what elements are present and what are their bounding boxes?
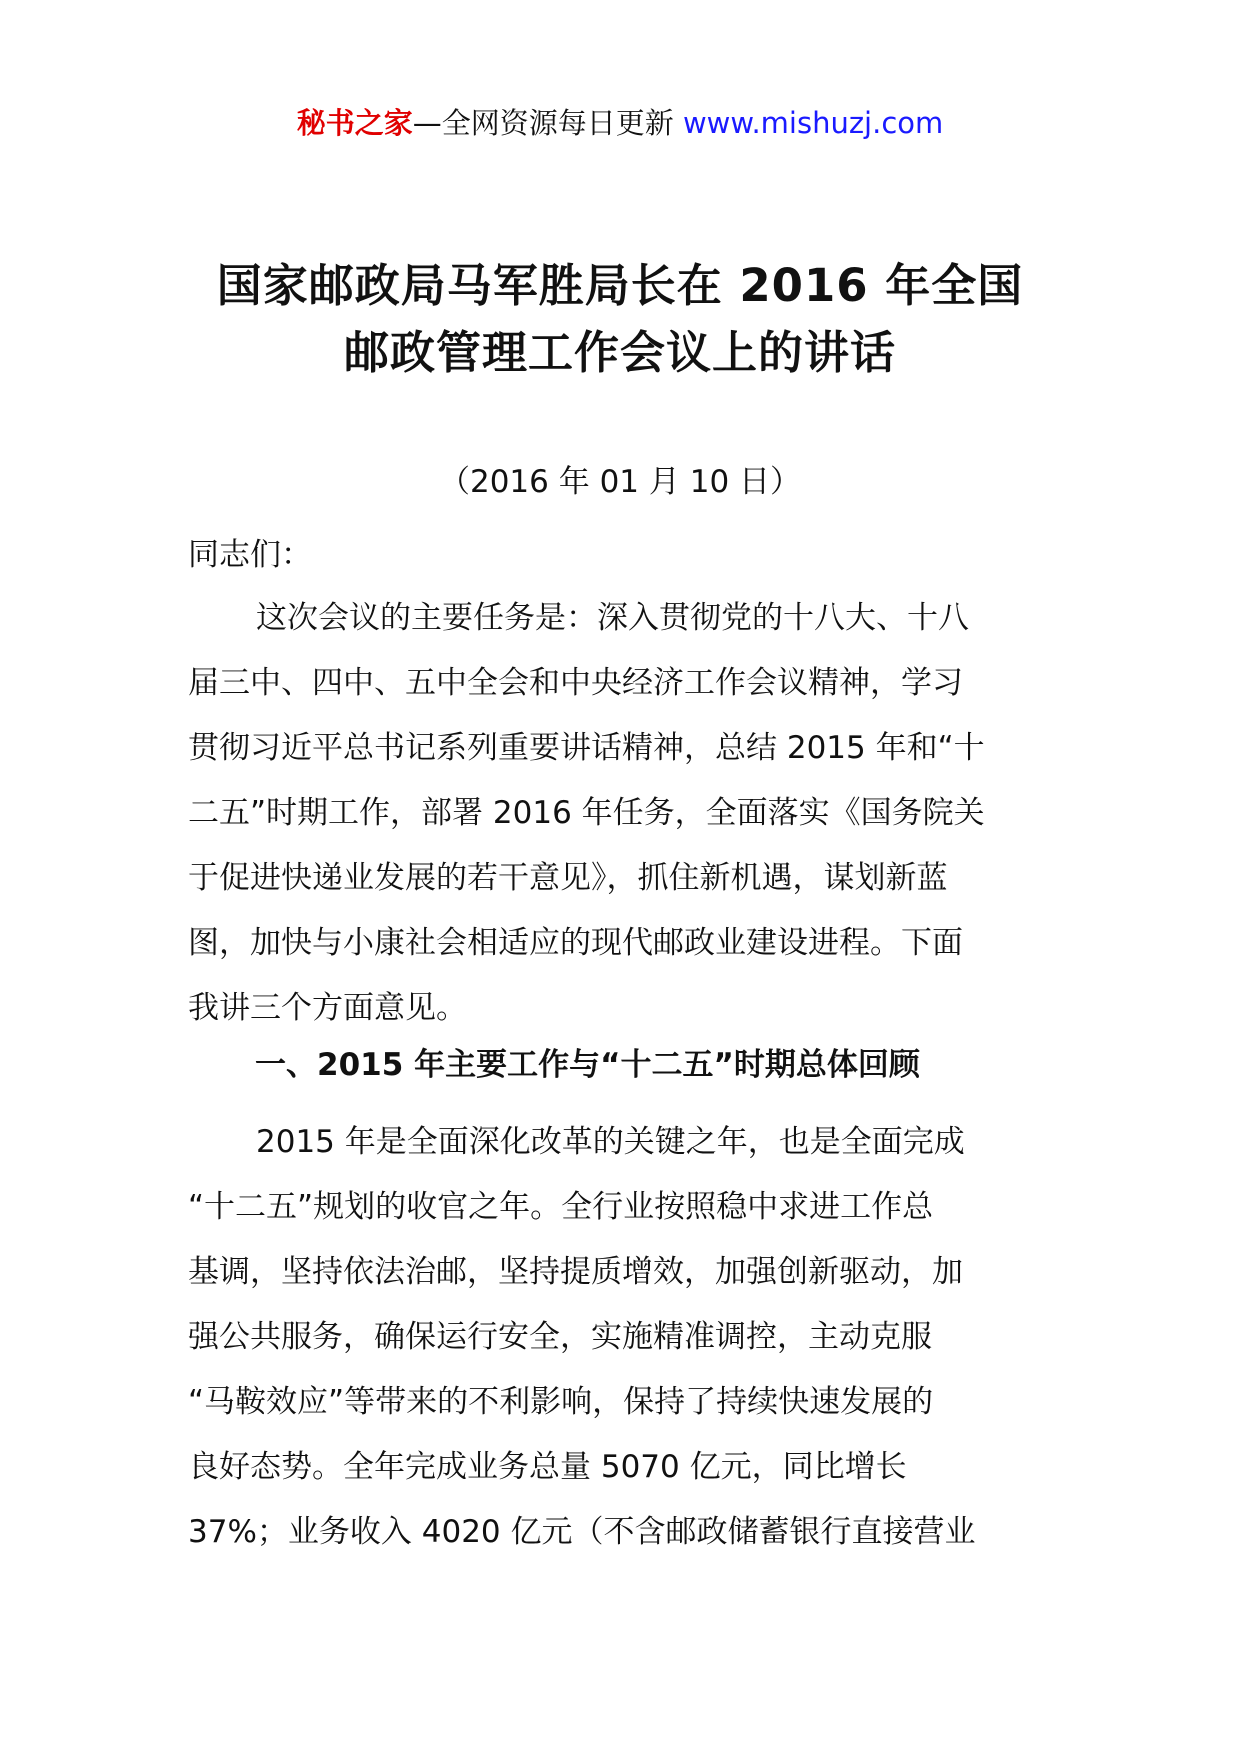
paragraph-intro <box>188 586 1058 1041</box>
paragraph-line: 贯彻习近平总书记系列重要讲话精神，总结 2015 年和“十 <box>188 730 985 766</box>
paragraph-line: 图，加快与小康社会相适应的现代邮政业建设进程。下面 <box>188 925 963 961</box>
paragraph-line: 二五”时期工作，部署 2016 年任务，全面落实《国务院关 <box>188 795 985 831</box>
paragraph-line: 强公共服务，确保运行安全，实施精准调控，主动克服 <box>188 1319 932 1355</box>
paragraph-line: 2015 年是全面深化改革的关键之年，也是全面完成 <box>256 1124 965 1160</box>
document-date: （2016 年 01 月 10 日） <box>438 464 802 500</box>
title-line-1: 国家邮政局马军胜局长在 2016 年全国 <box>216 259 1024 312</box>
paragraph-line: 基调，坚持依法治邮，坚持提质增效，加强创新驱动，加 <box>188 1254 963 1290</box>
header-tagline: —全网资源每日更新 <box>412 106 683 140</box>
greeting <box>188 523 1058 588</box>
paragraph-line: “十二五”规划的收官之年。全行业按照稳中求进工作总 <box>188 1189 934 1225</box>
greeting-text: 同志们： <box>188 537 312 573</box>
paragraph-review <box>188 1110 1058 1565</box>
brand-name: 秘书之家 <box>296 106 413 140</box>
document-title <box>150 252 1090 386</box>
paragraph-line: 于促进快递业发展的若干意见》，抓住新机遇，谋划新蓝 <box>188 860 948 896</box>
title-line-2: 邮政管理工作会议上的讲话 <box>343 326 896 379</box>
site-header <box>0 103 1240 143</box>
paragraph-line: “马鞍效应”等带来的不利影响，保持了持续快速发展的 <box>188 1384 934 1420</box>
paragraph-line: 届三中、四中、五中全会和中央经济工作会议精神，学习 <box>188 665 963 701</box>
paragraph-line: 37%；业务收入 4020 亿元（不含邮政储蓄银行直接营业 <box>188 1514 976 1550</box>
paragraph-line: 我讲三个方面意见。 <box>188 990 467 1026</box>
section-heading: 一、2015 年主要工作与“十二五”时期总体回顾 <box>255 1047 920 1083</box>
paragraph-line: 这次会议的主要任务是：深入贯彻党的十八大、十八 <box>256 600 969 636</box>
site-url-link[interactable]: www.mishuzj.com <box>682 106 944 140</box>
paragraph-line: 良好态势。全年完成业务总量 5070 亿元，同比增长 <box>188 1449 907 1485</box>
